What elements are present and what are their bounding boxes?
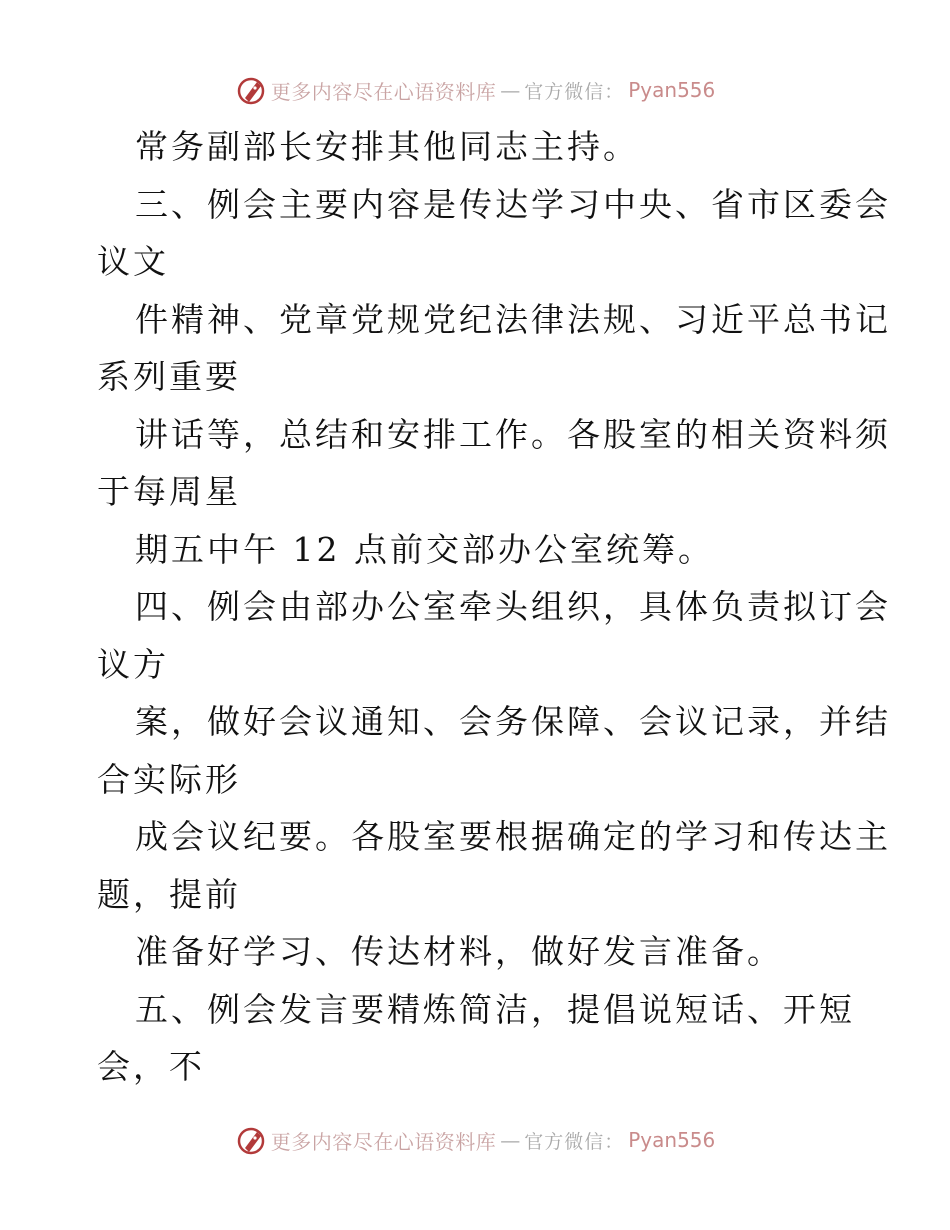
header-separator: — bbox=[500, 78, 521, 102]
document-line: 五、例会发言要精炼简洁，提倡说短话、开短 bbox=[135, 989, 855, 1029]
footer-wechat-label: 官方微信： bbox=[524, 1130, 625, 1153]
document-line: 合实际形 bbox=[97, 759, 241, 799]
header-wechat-id: Pyan556 bbox=[628, 78, 716, 102]
document-line: 讲话等，总结和安排工作。各股室的相关资料须 bbox=[135, 414, 891, 454]
header-wechat-label: 官方微信： bbox=[524, 80, 625, 103]
footer-banner bbox=[0, 1120, 950, 1160]
document-line: 会，不 bbox=[97, 1047, 205, 1086]
pen-nib-logo-icon bbox=[235, 74, 267, 106]
document-body bbox=[97, 118, 891, 1096]
document-line: 议文 bbox=[97, 242, 169, 281]
footer-separator: — bbox=[500, 1128, 521, 1152]
document-line: 准备好学习、传达材料，做好发言准备。 bbox=[135, 932, 783, 971]
header-promo-text: 更多内容尽在心语资料库 bbox=[270, 79, 497, 104]
pen-nib-logo-icon bbox=[235, 1124, 267, 1156]
document-line: 成会议纪要。各股室要根据确定的学习和传达主 bbox=[135, 817, 891, 856]
document-line: 题，提前 bbox=[97, 874, 241, 914]
document-line: 案，做好会议通知、会务保障、会议记录，并结 bbox=[135, 702, 891, 741]
header-banner-inner bbox=[235, 74, 716, 106]
document-line: 期五中午 12 点前交部办公室统筹。 bbox=[135, 529, 714, 569]
header-banner bbox=[0, 70, 950, 110]
document-line: 系列重要 bbox=[97, 357, 241, 396]
document-line: 议方 bbox=[97, 644, 169, 684]
document-line: 常务副部长安排其他同志主持。 bbox=[135, 127, 639, 166]
document-line: 件精神、党章党规党纪法律法规、习近平总书记 bbox=[135, 299, 891, 339]
footer-wechat-id: Pyan556 bbox=[628, 1128, 716, 1152]
footer-banner-inner bbox=[235, 1124, 716, 1156]
footer-promo-text: 更多内容尽在心语资料库 bbox=[270, 1129, 497, 1154]
document-line: 于每周星 bbox=[97, 472, 241, 511]
document-line: 三、例会主要内容是传达学习中央、省市区委会 bbox=[135, 184, 891, 224]
document-line: 四、例会由部办公室牵头组织，具体负责拟订会 bbox=[135, 587, 891, 626]
